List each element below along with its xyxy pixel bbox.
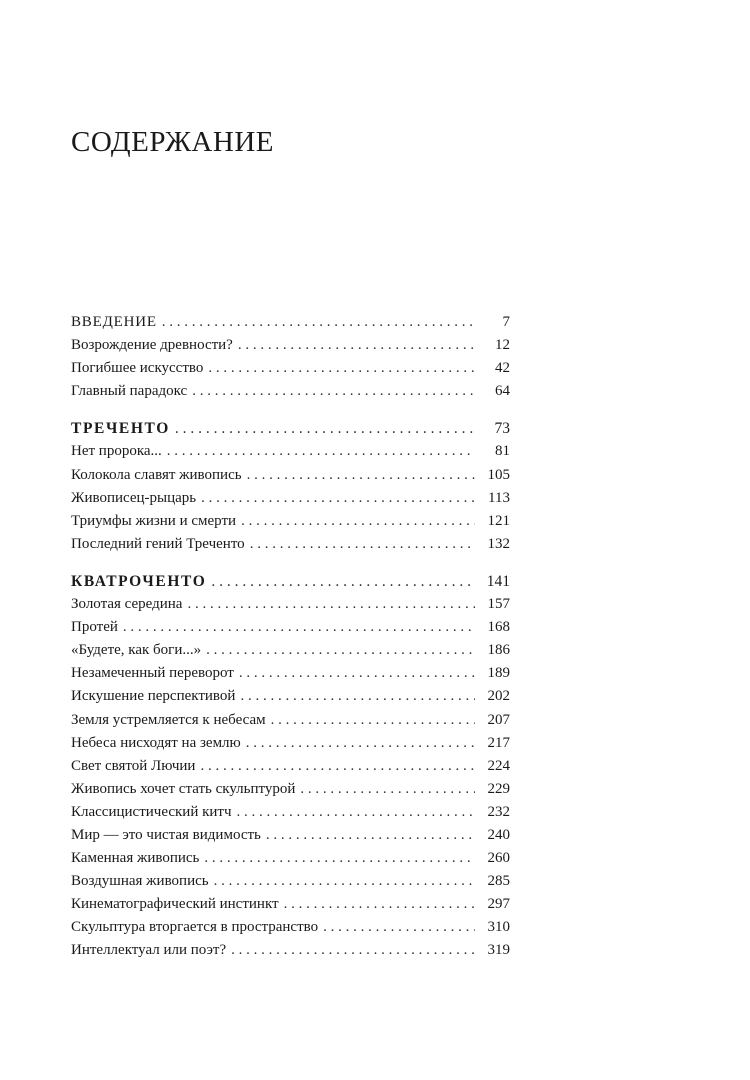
toc-page-number: 42 (495, 360, 510, 377)
toc-page-number: 168 (487, 619, 510, 636)
dot-leader (167, 440, 475, 463)
toc-entry[interactable] (71, 755, 510, 778)
toc-entry-title: Главный парадокс (71, 383, 188, 400)
toc-entry-title: Искушение перспективой (71, 688, 236, 705)
toc-page-number: 202 (487, 688, 510, 705)
toc-entry-title: Последний гений Треченто (71, 535, 245, 552)
toc-entry-title: Нет пророка... (71, 443, 162, 460)
toc-page-number: 232 (487, 803, 510, 820)
toc-entry[interactable] (71, 510, 510, 533)
toc-heading-title: ТРЕЧЕНТО (71, 420, 170, 438)
toc-entry-title: Протей (71, 619, 118, 636)
dot-leader (284, 893, 475, 916)
toc-entry[interactable] (71, 357, 510, 380)
dot-leader (238, 334, 475, 357)
toc-page-number: 297 (487, 896, 510, 913)
toc-entry[interactable] (71, 593, 510, 616)
toc-page-number: 285 (487, 873, 510, 890)
toc-entry-title: Свет святой Лючии (71, 757, 196, 774)
toc-section-introduction (71, 311, 510, 403)
toc-heading-title: КВАТРОЧЕНТО (71, 572, 207, 590)
toc-entry-title: Каменная живопись (71, 850, 200, 867)
toc-page-number: 141 (486, 572, 510, 590)
toc-entry[interactable] (71, 824, 510, 847)
dot-leader (241, 510, 475, 533)
toc-entry[interactable] (71, 487, 510, 510)
toc-entry[interactable] (71, 939, 510, 962)
dot-leader (187, 593, 475, 616)
toc-entry-title: Кинематографический инстинкт (71, 896, 279, 913)
toc-entry-title: Небеса нисходят на землю (71, 734, 241, 751)
toc-page-number: 310 (487, 919, 510, 936)
dot-leader (192, 380, 475, 403)
toc-entry-title: Скульптура вторгается в пространство (71, 919, 319, 936)
toc-page-number: 113 (488, 489, 510, 506)
toc-entry[interactable] (71, 440, 510, 463)
toc-heading[interactable] (71, 417, 510, 440)
table-of-contents (71, 311, 510, 977)
toc-entry[interactable] (71, 533, 510, 556)
toc-page-number: 157 (487, 596, 510, 613)
toc-page-number: 132 (487, 535, 510, 552)
toc-page-number: 319 (487, 942, 510, 959)
toc-page-number: 7 (502, 314, 510, 330)
toc-entry[interactable] (71, 334, 510, 357)
dot-leader (266, 824, 475, 847)
dot-leader (214, 870, 475, 893)
toc-heading[interactable] (71, 311, 510, 334)
dot-leader (175, 417, 475, 440)
toc-entry[interactable] (71, 916, 510, 939)
toc-page-number: 12 (495, 337, 510, 354)
toc-page-number: 224 (487, 757, 510, 774)
toc-page-number: 64 (495, 383, 510, 400)
dot-leader (237, 801, 475, 824)
toc-page-number: 105 (487, 466, 510, 483)
dot-leader (123, 616, 475, 639)
toc-page-number: 260 (487, 850, 510, 867)
toc-entry-title: Воздушная живопись (71, 873, 209, 890)
toc-entry-title: «Будете, как боги...» (71, 642, 202, 659)
toc-entry[interactable] (71, 380, 510, 403)
dot-leader (323, 916, 475, 939)
toc-entry[interactable] (71, 709, 510, 732)
toc-entry-title: Колокола славят живопись (71, 466, 242, 483)
dot-leader (200, 755, 475, 778)
toc-entry[interactable] (71, 464, 510, 487)
toc-entry-title: Живопись хочет стать скульптурой (71, 780, 296, 797)
dot-leader (250, 533, 475, 556)
dot-leader (162, 311, 475, 334)
toc-entry-title: Мир — это чистая видимость (71, 826, 261, 843)
toc-page-number: 81 (495, 443, 510, 460)
toc-page-number: 73 (494, 420, 510, 438)
toc-entry[interactable] (71, 662, 510, 685)
dot-leader (240, 685, 475, 708)
dot-leader (239, 662, 475, 685)
dot-leader (201, 487, 475, 510)
toc-entry-title: Триумфы жизни и смерти (71, 512, 237, 529)
dot-leader (208, 357, 475, 380)
toc-heading-title: ВВЕДЕНИЕ (71, 314, 157, 330)
toc-page-number: 229 (487, 780, 510, 797)
dot-leader (246, 732, 475, 755)
dot-leader (231, 939, 475, 962)
toc-page-number: 207 (487, 711, 510, 728)
toc-entry-title: Незамеченный переворот (71, 665, 234, 682)
toc-section-trecento (71, 417, 510, 556)
toc-entry-title: Классицистический китч (71, 803, 232, 820)
toc-entry[interactable] (71, 778, 510, 801)
toc-heading[interactable] (71, 570, 510, 593)
toc-entry[interactable] (71, 685, 510, 708)
dot-leader (206, 639, 475, 662)
dot-leader (211, 570, 475, 593)
toc-page-number: 217 (487, 734, 510, 751)
toc-page-number: 121 (487, 512, 510, 529)
toc-section-quattrocento (71, 570, 510, 963)
toc-entry[interactable] (71, 801, 510, 824)
toc-entry[interactable] (71, 616, 510, 639)
toc-entry-title: Золотая середина (71, 596, 183, 613)
dot-leader (204, 847, 475, 870)
toc-entry-title: Возрождение древности? (71, 337, 233, 354)
toc-entry-title: Погибшее искусство (71, 360, 204, 377)
toc-entry[interactable] (71, 639, 510, 662)
dot-leader (271, 709, 475, 732)
dot-leader (247, 464, 475, 487)
dot-leader (300, 778, 475, 801)
toc-entry[interactable] (71, 870, 510, 893)
toc-entry[interactable] (71, 847, 510, 870)
toc-entry[interactable] (71, 732, 510, 755)
page-title: СОДЕРЖАНИЕ (71, 126, 274, 158)
toc-entry-title: Интеллектуал или поэт? (71, 942, 227, 959)
toc-page-number: 186 (487, 642, 510, 659)
toc-page-number: 240 (487, 826, 510, 843)
toc-entry-title: Земля устремляется к небесам (71, 711, 266, 728)
toc-page-number: 189 (487, 665, 510, 682)
toc-entry-title: Живописец-рыцарь (71, 489, 197, 506)
toc-entry[interactable] (71, 893, 510, 916)
